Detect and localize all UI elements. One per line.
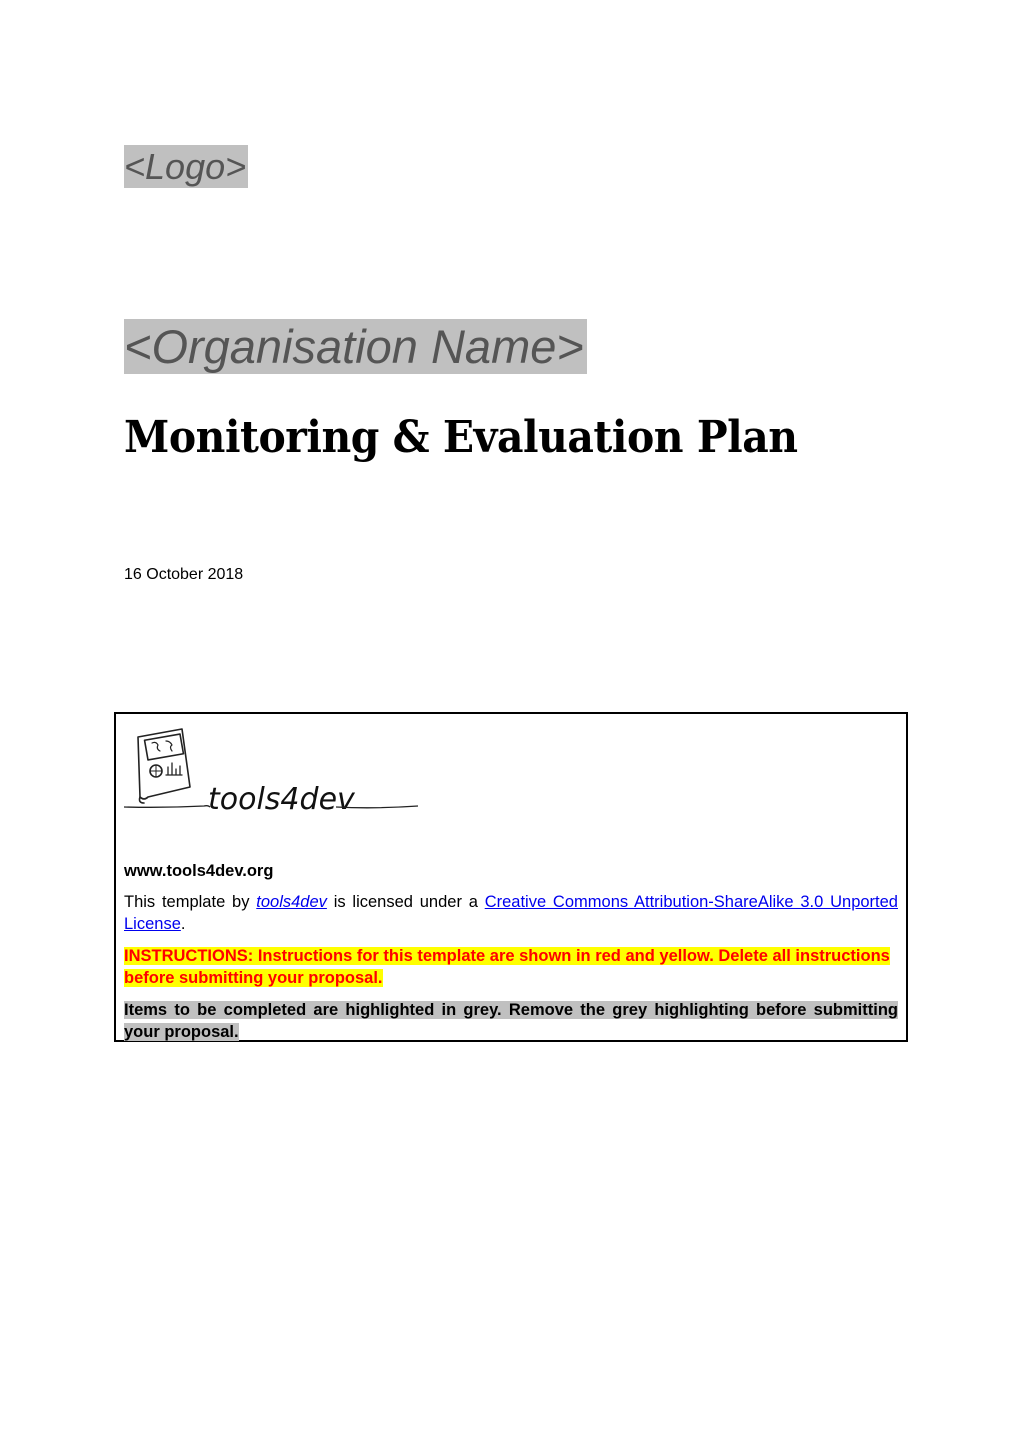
instructions-text: INSTRUCTIONS: Instructions for this template are shown in red and yellow. Delete all instructions before submitting your proposal.: [124, 947, 890, 987]
license-middle: is licensed under a: [326, 893, 485, 911]
license-statement: [124, 891, 898, 935]
logo-placeholder: <Logo>: [124, 146, 247, 187]
grey-note-text: Items to be completed are highlighted in grey. Remove the grey highlighting before submitting your proposal.: [124, 1001, 898, 1041]
document-title: Monitoring & Evaluation Plan: [124, 412, 798, 463]
organisation-name-placeholder: <Organisation Name>: [124, 319, 587, 374]
grey-highlight-note: [124, 999, 898, 1043]
instructions-note: [124, 945, 898, 989]
tools4dev-link[interactable]: tools4dev: [256, 893, 327, 911]
website-url: www.tools4dev.org: [124, 862, 274, 880]
license-suffix: .: [180, 915, 186, 933]
license-box: [114, 712, 908, 1042]
tools4dev-logo-icon: [124, 727, 420, 823]
document-date: 16 October 2018: [124, 566, 244, 583]
svg-text:tools4dev: tools4dev: [208, 782, 355, 817]
license-prefix: This template by: [124, 893, 257, 911]
cc-license-link[interactable]: Creative Commons Attribution-ShareAlike 3.0 Unported License: [124, 893, 898, 933]
